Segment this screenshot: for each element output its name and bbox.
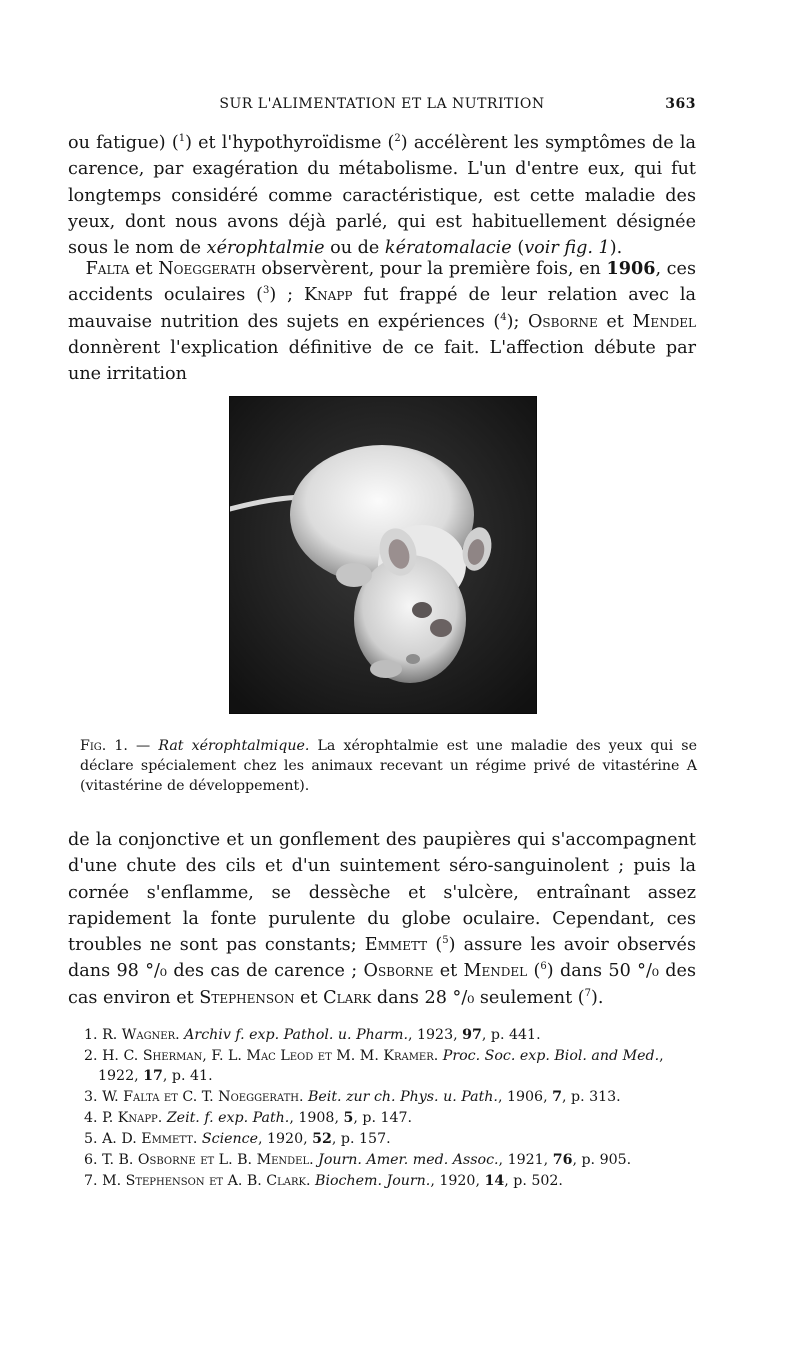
- author-name: Noeggerath: [158, 259, 256, 279]
- author-name: Osborne: [363, 961, 434, 982]
- text-run: , ces accidents oculaires (: [68, 259, 696, 306]
- running-head: [68, 96, 696, 116]
- footnote-authors: W. Falta et C. T. Noeggerath.: [102, 1088, 304, 1105]
- footnote: [84, 1026, 696, 1046]
- footnote: [84, 1047, 696, 1086]
- footnote: [84, 1151, 696, 1171]
- footnote-journal: Science: [201, 1130, 258, 1147]
- footnote: [84, 1088, 696, 1108]
- text-run: et: [433, 961, 464, 982]
- footnote-authors: M. Stephenson et A. B. Clark.: [102, 1172, 311, 1189]
- term-xerophtalmie: xérophtalmie: [206, 238, 325, 259]
- text-run: ) accélèrent les symptômes de la carence, par exagération du métabolisme. L'un d'entre eux, qui fut longtemps considéré comme caractéristique, est cette maladie des yeux, dont nous avons déjà parlé, qui est habituellement désignée sous le nom de: [68, 133, 696, 259]
- footnote: [84, 1130, 696, 1150]
- paragraph-1: [68, 130, 696, 261]
- author-name: Osborne: [528, 311, 598, 332]
- rat-nose: [406, 654, 420, 664]
- footnote-authors: P. Knapp.: [102, 1109, 163, 1126]
- footnote-number: 4.: [84, 1109, 98, 1126]
- footnote-volume: 17: [143, 1067, 163, 1084]
- footnote-number: 6.: [84, 1151, 98, 1168]
- footnote-journal: Biochem. Journ.: [315, 1172, 431, 1189]
- text-run: et: [597, 311, 633, 332]
- author-name: Stephenson: [199, 987, 295, 1008]
- footnote-journal: Journ. Amer. med. Assoc.: [318, 1151, 499, 1168]
- footnotes: [84, 1026, 696, 1193]
- rat-photograph: [229, 396, 537, 714]
- footnote-ref: 3: [263, 285, 270, 297]
- footnote-ref: 1: [178, 133, 186, 145]
- text-run: et: [129, 259, 159, 279]
- footnote-volume: 52: [312, 1130, 332, 1147]
- text-run: ).: [609, 238, 623, 259]
- footnote-authors: A. D. Emmett.: [102, 1130, 198, 1147]
- footnote-authors: T. B. Osborne et L. B. Mendel.: [102, 1151, 314, 1168]
- footnote-year: , 1921,: [498, 1151, 553, 1168]
- footnote-ref: 2: [394, 133, 401, 145]
- rat-eye: [412, 602, 432, 618]
- text-run: (: [427, 935, 443, 956]
- footnote-year: , 1908,: [289, 1109, 344, 1126]
- text-run: (: [527, 961, 541, 982]
- footnote-volume: 14: [484, 1172, 505, 1189]
- text-run: ).: [591, 987, 604, 1008]
- author-name: Clark: [323, 987, 372, 1008]
- footnote-page: , p. 441.: [481, 1027, 541, 1043]
- footnote-year: , 1906,: [497, 1088, 553, 1105]
- footnote-authors: H. C. Sherman, F. L. Mac Leod et M. M. Kramer.: [102, 1048, 439, 1064]
- footnote-number: 7.: [84, 1172, 98, 1189]
- figure-caption: [80, 736, 697, 796]
- text-run: ) assure les avoir observés dans 98 °/₀ des cas de carence ;: [68, 935, 696, 982]
- author-name: Knapp: [304, 285, 353, 306]
- text-run: );: [506, 311, 528, 332]
- term-keratomalacie: kératomalacie: [384, 238, 512, 259]
- footnote: [84, 1172, 696, 1192]
- footnote-journal: Beit. zur ch. Phys. u. Path.: [307, 1088, 498, 1105]
- footnote-year: , 1923,: [407, 1027, 463, 1043]
- footnote-ref: 4: [500, 311, 507, 323]
- author-name: Mendel: [632, 311, 696, 332]
- paragraph-3: [68, 827, 696, 1011]
- figure-reference: voir fig. 1: [524, 238, 610, 259]
- text-run: et: [294, 987, 324, 1008]
- footnote-year: , 1920,: [257, 1130, 313, 1147]
- footnote-number: 3.: [84, 1088, 98, 1105]
- footnote-page: , p. 41.: [162, 1067, 213, 1084]
- text-run: observèrent, pour la première fois, en: [255, 259, 607, 279]
- text-run: (: [511, 238, 525, 259]
- footnote-ref: 6: [540, 961, 547, 973]
- footnote-page: , p. 147.: [353, 1109, 413, 1126]
- footnote-volume: 76: [552, 1151, 573, 1168]
- running-head-title: SUR L'ALIMENTATION ET LA NUTRITION: [219, 96, 545, 112]
- page-number: 363: [665, 96, 696, 112]
- author-name: Falta: [85, 259, 130, 279]
- author-name: Mendel: [463, 961, 528, 982]
- footnote-journal: Proc. Soc. exp. Biol. and Med.: [442, 1048, 660, 1064]
- footnote-number: 5.: [84, 1130, 98, 1147]
- text-run: ) et l'hypothyroïdisme (: [185, 133, 395, 153]
- text-run: de la conjonctive et un gonflement des paupières qui s'accompagnent d'une chute des cils et d'un suintement séro-sanguinolent ; puis la cornée s'enflamme, se dessèche et s'ulcère, entraînant assez rapidement la fonte purulente du globe oculaire. Cependant, ces troubles ne sont pas constants;: [68, 830, 696, 956]
- footnote-ref: 7: [584, 987, 592, 999]
- footnote-volume: 97: [462, 1027, 482, 1043]
- year: 1906: [606, 258, 656, 279]
- footnote: [84, 1109, 696, 1129]
- figure-description: La xérophtalmie est une maladie des yeux qui se déclare spécialement chez les animaux recevant un régime privé de vitastérine A (vitastérine de développement).: [80, 738, 697, 794]
- text-run: donnèrent l'explication définitive de ce fait. L'affection débute par une irritation: [68, 337, 696, 385]
- footnote-ref: 5: [442, 935, 449, 947]
- footnote-volume: 5: [343, 1109, 354, 1126]
- paragraph-2: [68, 256, 696, 387]
- text-run: ou fatigue) (: [68, 133, 179, 153]
- rat-illustration: [230, 397, 536, 713]
- text-run: —: [127, 738, 159, 754]
- footnote-journal: Archiv f. exp. Pathol. u. Pharm.: [184, 1027, 408, 1043]
- footnote-volume: 7: [552, 1088, 562, 1105]
- footnote-year: , 1920,: [430, 1172, 485, 1189]
- text-run: ) ;: [269, 285, 305, 306]
- text-run: fut frappé de leur relation avec la mauvaise nutrition des sujets en expériences (: [68, 285, 696, 332]
- text-run: ) dans 50 °/₀ des cas environ et: [68, 961, 696, 1008]
- footnote-journal: Zeit. f. exp. Path.: [166, 1109, 290, 1126]
- footnote-number: 1.: [84, 1027, 98, 1043]
- text-run: ou de: [324, 238, 385, 259]
- footnote-year: , 1922,: [98, 1048, 664, 1084]
- rat-eye: [430, 619, 452, 637]
- footnote-page: , p. 905.: [572, 1151, 632, 1168]
- footnote-authors: R. Wagner.: [102, 1027, 180, 1043]
- text-run: dans 28 °/₀ seulement (: [371, 987, 585, 1008]
- footnote-page: , p. 313.: [561, 1088, 621, 1105]
- footnote-page: , p. 502.: [504, 1172, 563, 1189]
- footnote-page: , p. 157.: [331, 1130, 391, 1147]
- author-name: Emmett: [364, 935, 428, 956]
- figure-label: Fig. 1.: [80, 738, 128, 754]
- footnote-number: 2.: [84, 1048, 98, 1064]
- figure-title: Rat xérophtalmique.: [158, 738, 310, 754]
